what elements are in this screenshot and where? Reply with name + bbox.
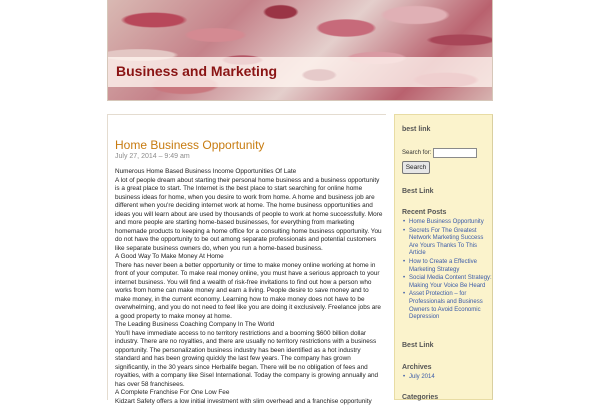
page: [107, 0, 493, 400]
search-label: Search for:: [402, 150, 431, 156]
archives-list: [402, 374, 492, 383]
post-title[interactable]: Home Business Opportunity: [115, 138, 264, 152]
post-paragraph: There has never been a better opportunity or time to make money online working at home in front of your computer. To make real money online, you must have a serious approach to your internet business. You will find a wealth of risk-free invitations to find out how a person who works from home can make money and earn a living. People desire to save money and to make money, in the current economy. Learning how to make money does not have to be overwhelming, and you do not need to feel like you are doing it exclusively. Freelance jobs are a good property to make money at home.: [115, 262, 383, 322]
sidebar: [394, 114, 493, 400]
recent-post-link[interactable]: • Home Business Opportunity: [402, 219, 492, 227]
widget-title-best-link-2: Best Link: [402, 188, 434, 195]
main-content: [107, 114, 386, 400]
post-date: July 27, 2014 – 9:49 am: [115, 153, 190, 160]
widget-title-best-link: best link: [402, 126, 430, 133]
search-button[interactable]: Search: [402, 161, 430, 174]
recent-post-link[interactable]: • How to Create a Effective Marketing Strategy: [402, 259, 492, 274]
widget-title-recent-posts: Recent Posts: [402, 209, 446, 216]
archive-link[interactable]: • July 2014: [402, 374, 492, 382]
header-banner: [107, 0, 493, 101]
title-band: [108, 57, 492, 87]
post-paragraph: The Leading Business Coaching Company In The World: [115, 321, 383, 330]
search-input[interactable]: [433, 148, 477, 158]
post-body: [115, 168, 383, 406]
widget-title-best-link-3: Best Link: [402, 342, 434, 349]
post-paragraph: Kidzart Safety offers a low initial investment with slim overhead and a franchise opportunity: [115, 398, 383, 406]
recent-post-link[interactable]: • Social Media Content Strategy: Making Your Voice Be Heard: [402, 275, 492, 290]
post-paragraph: A Good Way To Make Money At Home: [115, 253, 383, 262]
post-paragraph: A Complete Franchise For One Low Fee: [115, 389, 383, 398]
recent-posts-list: [402, 219, 492, 323]
widget-title-categories: Categories: [402, 394, 438, 401]
post-paragraph: A lot of people dream about starting their personal home business and a business opportunity is a great place to start. The Internet is the best place to start searching for online home business ideas for home, when you desire to work from home. A home and business job are different when you're deciding internet work at home. The home business opportunities and ideas you will learn about are used by thousands of people to work at home successfully. More and more people are starting home-based businesses, for everything from marketing homemade products to keeping a home office for a consulting home business opportunity. You do not have the opportunity to be out among separate professionals and potential customers like separate business owners do, when you run a home-based business.: [115, 177, 383, 254]
post-paragraph: Numerous Home Based Business Income Opportunities Of Late: [115, 168, 383, 177]
recent-post-link[interactable]: • Secrets For The Greatest Network Marketing Success Are Yours Thanks To This Article: [402, 228, 492, 258]
post-paragraph: You'll have immediate access to no territory restrictions and a booming $600 billion dollar industry. There are no royalties, and there are usually no territory restrictions with a business opportunity. The personalization business industry has been identified as a hot industry standard and has been growing quickly the last few years. The company has grown significantly, in the 30 years since Herbalife began. There will be no obligation of fees and royalties, with a company like Sisel International. Today the company is growing annually and has over 58 franchisees.: [115, 330, 383, 390]
widget-title-archives: Archives: [402, 364, 432, 371]
site-title[interactable]: Business and Marketing: [116, 63, 277, 79]
recent-post-link[interactable]: • Asset Protection – for Professionals and Business Owners to Avoid Economic Depression: [402, 291, 492, 321]
